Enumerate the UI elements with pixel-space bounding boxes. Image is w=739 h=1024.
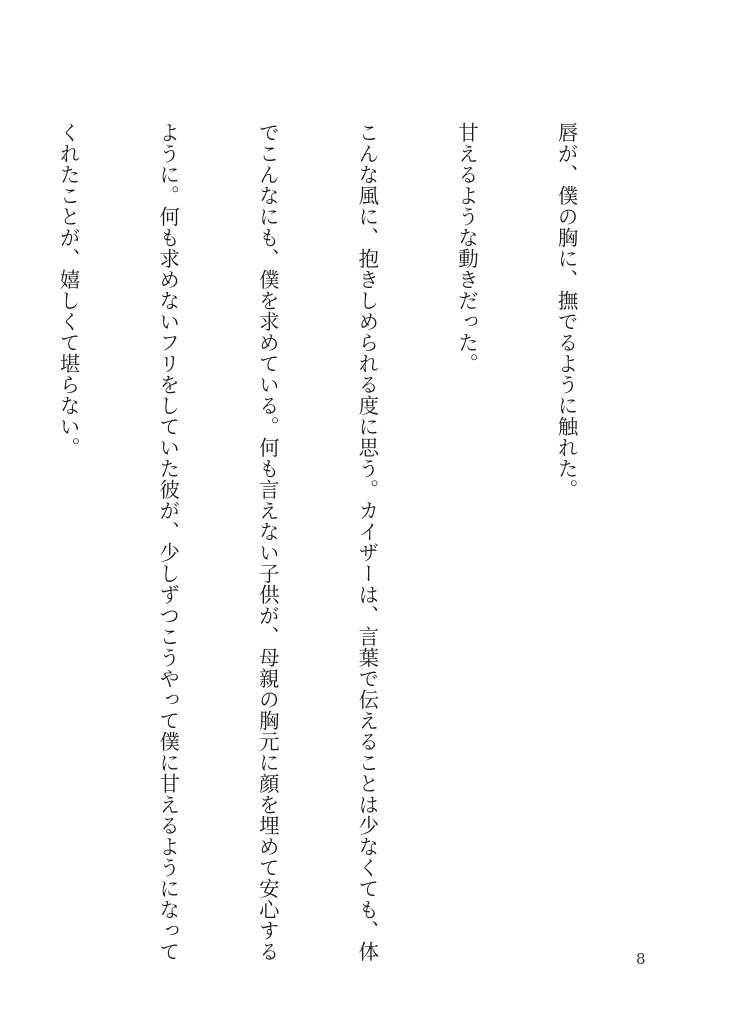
text-line: 甘えるような動きだった。 — [454, 122, 479, 374]
text-line: でこんなにも、僕を求めている。何も言えない子供が、母親の胸元に顔を埋めて安心する — [255, 122, 280, 962]
text-line: ように。何も求めないフリをしていた彼が、少しずつこうやって僕に甘えるようになって — [156, 122, 181, 962]
text-line: くれたことが、嬉しくて堪らない。 — [56, 122, 81, 458]
text-line: こんな風に、抱きしめられる度に思う。カイザーは、言葉で伝えることは少なくても、体 — [355, 122, 380, 962]
novel-text-body — [0, 122, 649, 962]
text-line: 唇が、僕の胸に、撫でるように触れた。 — [554, 122, 579, 500]
page-number: 8 — [636, 950, 646, 968]
